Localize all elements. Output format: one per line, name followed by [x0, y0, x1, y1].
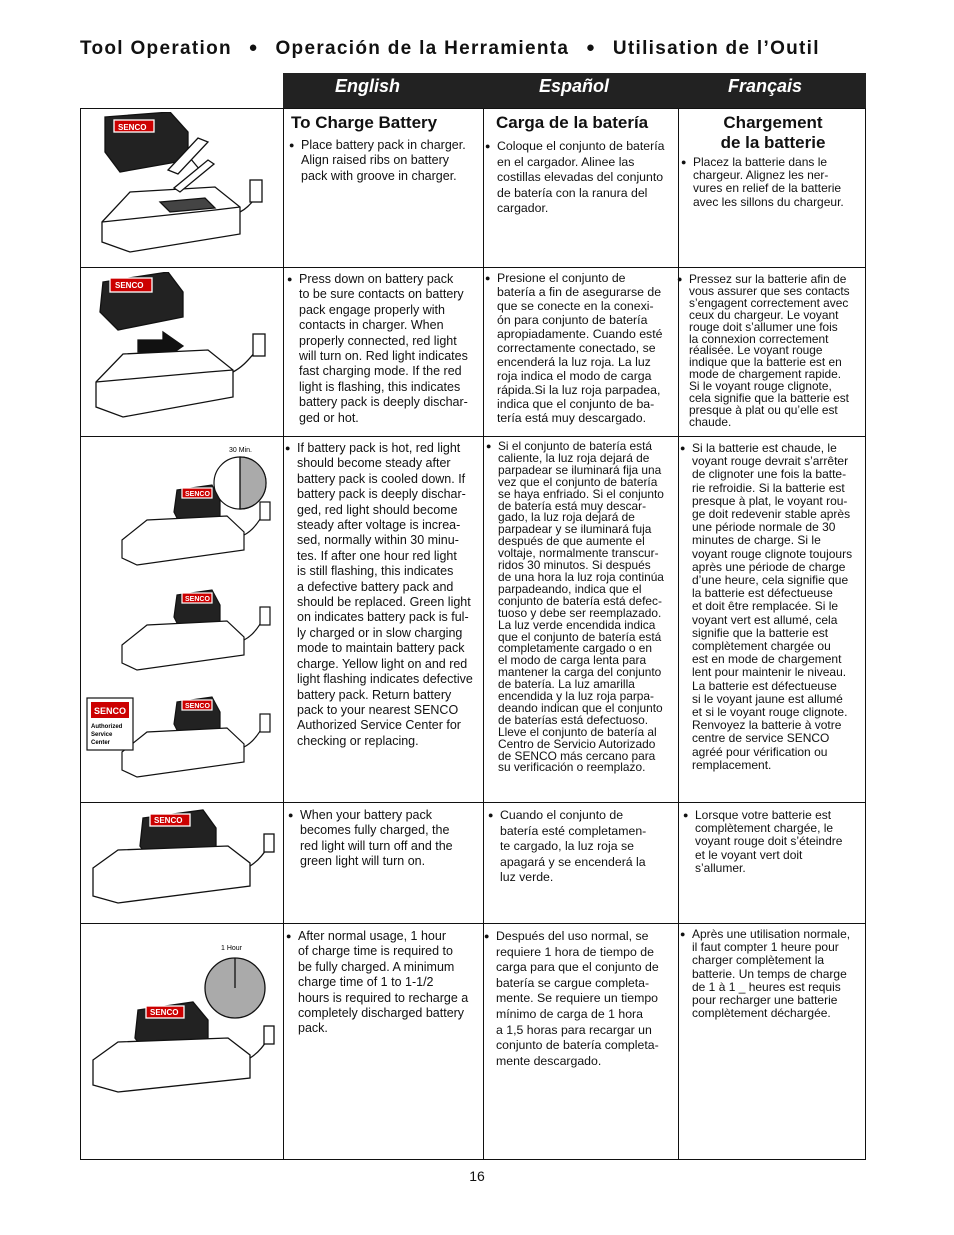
brand-logo-text: SENCO	[118, 123, 147, 132]
language-spanish: Español	[539, 76, 610, 96]
brand-logo-text: SENCO	[185, 703, 210, 710]
page-number: 16	[469, 1168, 485, 1184]
badge-line2: Service	[91, 732, 113, 738]
clock-30min-label: 30 Min.	[229, 447, 252, 454]
bullet-icon: ●	[488, 810, 494, 820]
clock-1hour-label: 1 Hour	[221, 945, 243, 952]
brand-logo-text: SENCO	[185, 491, 210, 498]
bullet-icon: ●	[286, 931, 292, 941]
row1-en: ● Place battery pack in charger. Align raised ribs on battery pack with groove in charger.	[289, 138, 466, 183]
battery-insert-illustration	[90, 112, 275, 262]
badge-line1: Authorized	[91, 724, 123, 730]
brand-logo-text: SENCO	[150, 1008, 179, 1017]
bullet-icon: ●	[288, 810, 294, 820]
bullet-icon: ●	[683, 810, 689, 820]
bullet-icon: ●	[287, 274, 293, 284]
row1-fr: ● Placez la batterie dans le chargeur. Alignez les ner- vures en relief de la batterie avec les sillons du chargeur.	[681, 155, 844, 209]
language-french: Français	[728, 76, 803, 96]
bullet-icon: ●	[677, 274, 683, 284]
row-divider	[81, 436, 865, 437]
row-divider	[81, 267, 865, 268]
page-header	[80, 38, 870, 60]
row4-en: ● When your battery pack becomes fully charged, the red light will turn off and the green light will turn on.	[288, 808, 453, 869]
bullet-icon: ●	[486, 441, 492, 451]
row1-es: ● Coloque el conjunto de batería en el cargador. Alinee las costillas elevadas del conjunto de batería con la ranura del cargador.	[485, 139, 665, 216]
row3-es: ● Si el conjunto de batería está caliente, la luz roja dejará de parpadear se iluminará fija una vez que el conjunto de batería se haya enfriado. Si el conjunto de batería está muy descar- gado, la luz roja dejará de parpadear y se iluminará fuja después de que aumente el voltaje, normalmente transcur- ridos 30 minutos. Si después de una hora la luz roja continúa parpadeando, indica que el conjunto de batería está defec- tuoso y debe ser reemplazado. La luz verde encendida indica que el conjunto de batería está completamente cargado o en el modo de carga lenta para mantener la carga del conjunto de batería. La luz amarilla encendida y la luz roja parpa- deando indican que el conjunto de baterías está defectuoso. Lleve el conjunto de batería al Centro de Servicio Autorizado de SENCO más cercano para su verificación o reemplazo.	[486, 439, 664, 775]
header-separator: ●	[248, 39, 259, 56]
row5-fr: ● Après une utilisation normale, il faut compter 1 heure pour charger complètement la batterie. Un temps de charge de 1 à 1 _ heures est requis pour recharger une batterie complètement déchargée.	[680, 927, 851, 1021]
bullet-icon: ●	[681, 157, 687, 167]
row5-es: ● Después del uso normal, se requiere 1 hora de tiempo de carga para que el conjunto de batería se cargue completa- mente. Se requiere un tiempo mínimo de carga de 1 hora a 1,5 horas para recargar un conjunto de batería completa- mente descargado.	[484, 929, 659, 1068]
header-title-fr: Utilisation de l’Outil	[612, 38, 820, 59]
one-hour-charge-illustration	[88, 940, 278, 1095]
row4-fr: ● Lorsque votre batterie est complètement chargée, le voyant rouge doit s’éteindre et le voyant vert doit s’allumer.	[683, 808, 843, 875]
badge-brand: SENCO	[94, 706, 127, 716]
bullet-icon: ●	[285, 443, 291, 453]
section-title-fr: Chargement de la batterie	[720, 113, 826, 152]
badge-line3: Center	[91, 740, 111, 746]
row-divider	[81, 802, 865, 803]
header-separator: ●	[585, 39, 597, 56]
bullet-icon: ●	[484, 931, 490, 941]
language-bar	[283, 73, 866, 108]
section-title-es: Carga de la batería	[496, 113, 649, 132]
charging-status-illustration	[82, 440, 280, 790]
brand-logo-text: SENCO	[115, 281, 144, 290]
row3-en: ● If battery pack is hot, red light should become steady after battery pack is cooled down. If battery pack is deeply dischar- ged, red light should become steady after voltage is increa- sed, normally within 30 minu- tes. If after one hour red light is still flashing, this indicates a defective battery pack and should be replaced. Green light on indicates battery pack is ful- ly charged or in slow charging mode to maintain battery pack charge. Yellow light on and red light flashing indicates defective battery pack. Return battery pack to your nearest SENCO Authorized Service Center for checking or replacing.	[285, 441, 473, 748]
row2-en: ● Press down on battery pack to be sure contacts on battery pack engage properly with contacts in charger. When properly connected, red light will turn on. Red light indicates fast charging mode. If the red light is flashing, this indicates battery pack is deeply dischar- ged or hot.	[287, 272, 468, 425]
row5-en: ● After normal usage, 1 hour of charge time is required to be fully charged. A minimum charge time of 1 to 1-1/2 hours is required to recharge a completely discharged battery pack.	[286, 929, 469, 1036]
language-english: English	[335, 76, 401, 96]
bullet-icon: ●	[485, 141, 491, 151]
row2-es: ● Presione el conjunto de batería a fin de asegurarse de que se conecte en la conexi- ón para conjunto de batería apropiadamente. Cuando esté correctamente conectado, se encenderá la luz roja. La luz roja indica el modo de carga rápida.Si la luz roja parpadea, indica que el conjunto de ba- tería está muy descargado.	[485, 271, 663, 425]
row3-fr: ● Si la batterie est chaude, le voyant rouge devrait s’arrêter de clignoter une fois la batte- rie refroidie. Si la batterie est presque à plat, le voyant rou- ge doit redevenir stable après une période normale de 30 minutes de charge. Si le voyant rouge clignote toujours après une période de charge d’une heure, cela signifie que la batterie est défectueuse et doit être remplacée. Si le voyant vert est allumé, cela signifie que la batterie est complètement chargée ou est en mode de chargement lent pour maintenir le niveau. La batterie est défectueuse si le voyant jaune est allumé et si le voyant rouge clignote. Renvoyez la batterie à votre centre de service SENCO agréé pour vérification ou remplacement.	[680, 441, 853, 772]
bullet-icon: ●	[289, 140, 295, 150]
fully-charged-illustration	[88, 808, 278, 918]
row2-fr: ● Pressez sur la batterie afin de vous assurer que ses contacts s’engagent correctement avec ceux du chargeur. Le voyant rouge doit s’allumer une fois la connexion correctement réalisée. Le voyant rouge indique que la batterie est en mode de chargement rapide. Si le voyant rouge clignote, cela signifie que la batterie est presque à plat ou qu’elle est chaude.	[677, 272, 850, 429]
row4-es: ● Cuando el conjunto de batería esté completamen- te cargado, la luz roja se apagará y se encenderá la luz verde.	[488, 808, 647, 885]
bullet-icon: ●	[485, 273, 491, 283]
brand-logo-text: SENCO	[185, 596, 210, 603]
header-title-es: Operación de la Herramienta	[275, 38, 570, 59]
bullet-icon: ●	[680, 929, 686, 939]
row-divider	[81, 923, 865, 924]
brand-logo-text: SENCO	[154, 816, 183, 825]
section-title-en: To Charge Battery	[291, 113, 438, 132]
battery-press-illustration	[88, 272, 278, 422]
header-title-en: Tool Operation	[80, 38, 232, 59]
bullet-icon: ●	[680, 443, 686, 453]
